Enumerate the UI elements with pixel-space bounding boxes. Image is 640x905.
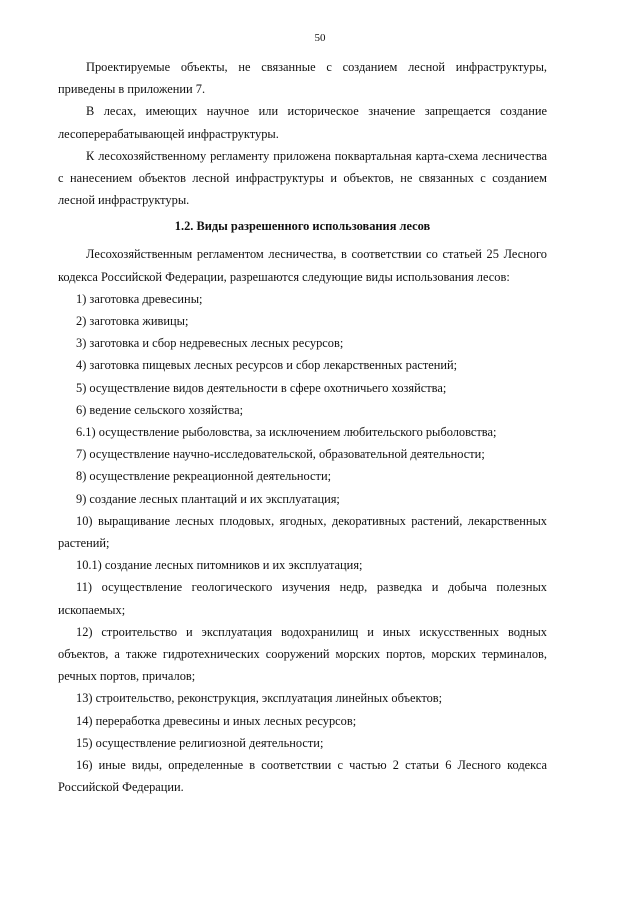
list-item: 3) заготовка и сбор недревесных лесных ресурсов; <box>76 336 344 351</box>
document-body <box>58 56 547 799</box>
permitted-uses-list <box>58 288 547 799</box>
section-heading: 1.2. Виды разрешенного использования лесов <box>174 219 431 234</box>
intro-paragraph-3: К лесохозяйственному регламенту приложена поквартальная карта-схема лесничества с нанесением объектов лесной инфраструктуры и объектов, не связанных с созданием лесной инфраструктуры. <box>58 148 547 208</box>
intro-paragraph-2: В лесах, имеющих научное или историческое значение запрещается создание лесоперерабатывающей инфраструктуры. <box>58 104 547 141</box>
list-item: 16) иные виды, определенные в соответствии с частью 2 статьи 6 Лесного кодекса Российской Федерации. <box>58 758 547 795</box>
list-item: 6) ведение сельского хозяйства; <box>76 402 244 417</box>
list-item: 13) строительство, реконструкция, эксплуатация линейных объектов; <box>76 691 443 706</box>
list-item: 8) осуществление рекреационной деятельности; <box>76 469 332 484</box>
intro-paragraph-1: Проектируемые объекты, не связанные с созданием лесной инфраструктуры, приведены в приложении 7. <box>58 60 547 97</box>
list-item: 5) осуществление видов деятельности в сфере охотничьего хозяйства; <box>76 380 447 395</box>
section-intro-paragraph: Лесохозяйственным регламентом лесничества, в соответствии со статьей 25 Лесного кодекса Российской Федерации, разрешаются следующие виды использования лесов: <box>58 247 547 284</box>
list-item: 10.1) создание лесных питомников и их эксплуатация; <box>76 558 363 573</box>
list-item: 9) создание лесных плантаций и их эксплуатация; <box>76 491 340 506</box>
list-item: 15) осуществление религиозной деятельности; <box>76 735 324 750</box>
list-item: 14) переработка древесины и иных лесных ресурсов; <box>76 713 357 728</box>
list-item: 6.1) осуществление рыболовства, за исключением любительского рыболовства; <box>76 425 497 440</box>
list-item: 12) строительство и эксплуатация водохранилищ и иных искусственных водных объектов, а также гидротехнических сооружений морских портов, морских терминалов, речных портов, причалов; <box>58 624 547 684</box>
list-item: 2) заготовка живицы; <box>76 314 189 329</box>
list-item: 7) осуществление научно-исследовательской, образовательной деятельности; <box>76 447 485 462</box>
page-number: 50 <box>314 32 326 44</box>
list-item: 11) осуществление геологического изучения недр, разведка и добыча полезных ископаемых; <box>58 580 547 617</box>
list-item: 10) выращивание лесных плодовых, ягодных, декоративных растений, лекарственных растений; <box>58 513 547 551</box>
list-item: 4) заготовка пищевых лесных ресурсов и сбор лекарственных растений; <box>76 358 458 373</box>
list-item: 1) заготовка древесины; <box>76 291 203 306</box>
